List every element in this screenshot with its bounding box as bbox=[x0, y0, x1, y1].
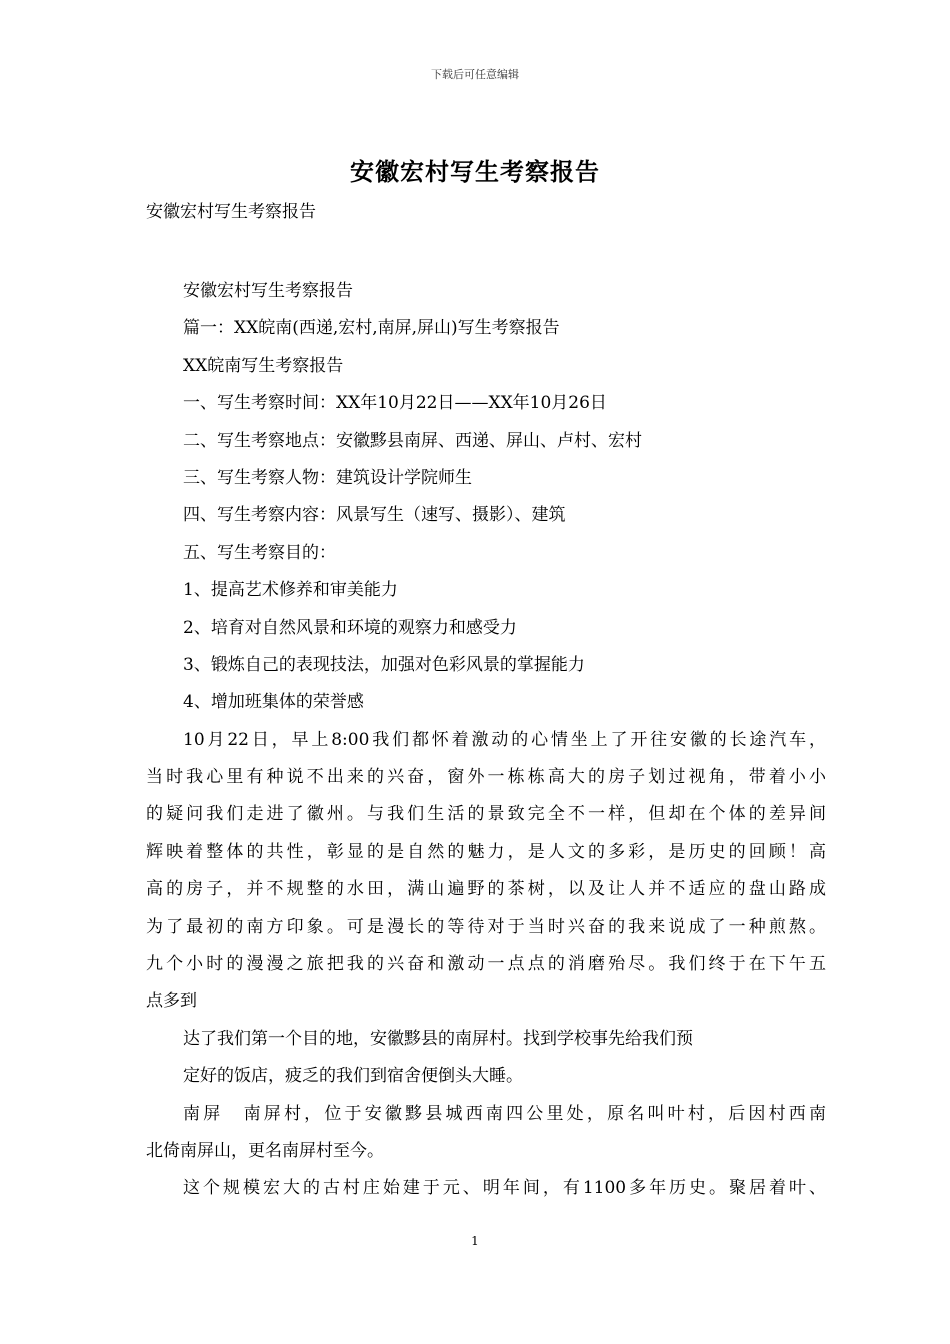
document-subtitle: 安徽宏村写生考察报告 bbox=[146, 202, 316, 222]
body-line: 1、提高艺术修养和审美能力 bbox=[183, 580, 398, 601]
body-line: 这个规模宏大的古村庄始建于元、明年间，有1100多年历史。聚居着叶、 bbox=[183, 1178, 826, 1199]
document-body bbox=[146, 273, 826, 1208]
body-line: 四、写生考察内容：风景写生（速写、摄影）、建筑 bbox=[183, 505, 566, 526]
body-line: 当时我心里有种说不出来的兴奋，窗外一栋栋高大的房子划过视角，带着小小 bbox=[146, 767, 826, 788]
body-line: 的疑问我们走进了徽州。与我们生活的景致完全不一样，但却在个体的差异间 bbox=[146, 804, 826, 825]
body-line: 高的房子，并不规整的水田，满山遍野的茶树，以及让人并不适应的盘山路成 bbox=[146, 879, 826, 900]
body-line: 为了最初的南方印象。可是漫长的等待对于当时兴奋的我来说成了一种煎熬。 bbox=[146, 916, 826, 937]
body-line: 南屏 南屏村，位于安徽黟县城西南四公里处，原名叫叶村，后因村西南 bbox=[183, 1103, 826, 1124]
body-line: 北倚南屏山，更名南屏村至今。 bbox=[146, 1140, 384, 1161]
body-line: 10月22日，早上8:00我们都怀着激动的心情坐上了开往安徽的长途汽车， bbox=[183, 729, 826, 750]
body-line: 定好的饭店，疲乏的我们到宿舍便倒头大睡。 bbox=[183, 1066, 523, 1087]
body-line: 三、写生考察人物：建筑设计学院师生 bbox=[183, 467, 472, 488]
body-line: 点多到 bbox=[146, 991, 197, 1012]
page-number: 1 bbox=[471, 1234, 479, 1248]
body-line: 辉映着整体的共性，彰显的是自然的魅力，是人文的多彩，是历史的回顾！高 bbox=[146, 841, 826, 862]
body-line: 五、写生考察目的： bbox=[183, 542, 336, 563]
body-line: 4、增加班集体的荣誉感 bbox=[183, 692, 364, 713]
body-line: XX皖南写生考察报告 bbox=[183, 355, 344, 376]
body-line: 2、培育对自然风景和环境的观察力和感受力 bbox=[183, 617, 517, 638]
body-line: 篇一：XX皖南(西递,宏村,南屏,屏山)写生考察报告 bbox=[183, 318, 560, 339]
header-note: 下载后可任意编辑 bbox=[431, 68, 519, 81]
body-line: 达了我们第一个目的地，安徽黟县的南屏村。找到学校事先给我们预 bbox=[183, 1028, 693, 1049]
body-line: 安徽宏村写生考察报告 bbox=[183, 281, 353, 301]
body-line: 一、写生考察时间：XX年10月22日——XX年10月26日 bbox=[183, 393, 607, 414]
body-line: 九个小时的漫漫之旅把我的兴奋和激动一点点的消磨殆尽。我们终于在下午五 bbox=[146, 954, 826, 975]
body-line: 二、写生考察地点：安徽黟县南屏、西递、屏山、卢村、宏村 bbox=[183, 430, 642, 451]
body-line: 3、锻炼自己的表现技法，加强对色彩风景的掌握能力 bbox=[183, 654, 585, 675]
document-title: 安徽宏村写生考察报告 bbox=[350, 157, 600, 186]
